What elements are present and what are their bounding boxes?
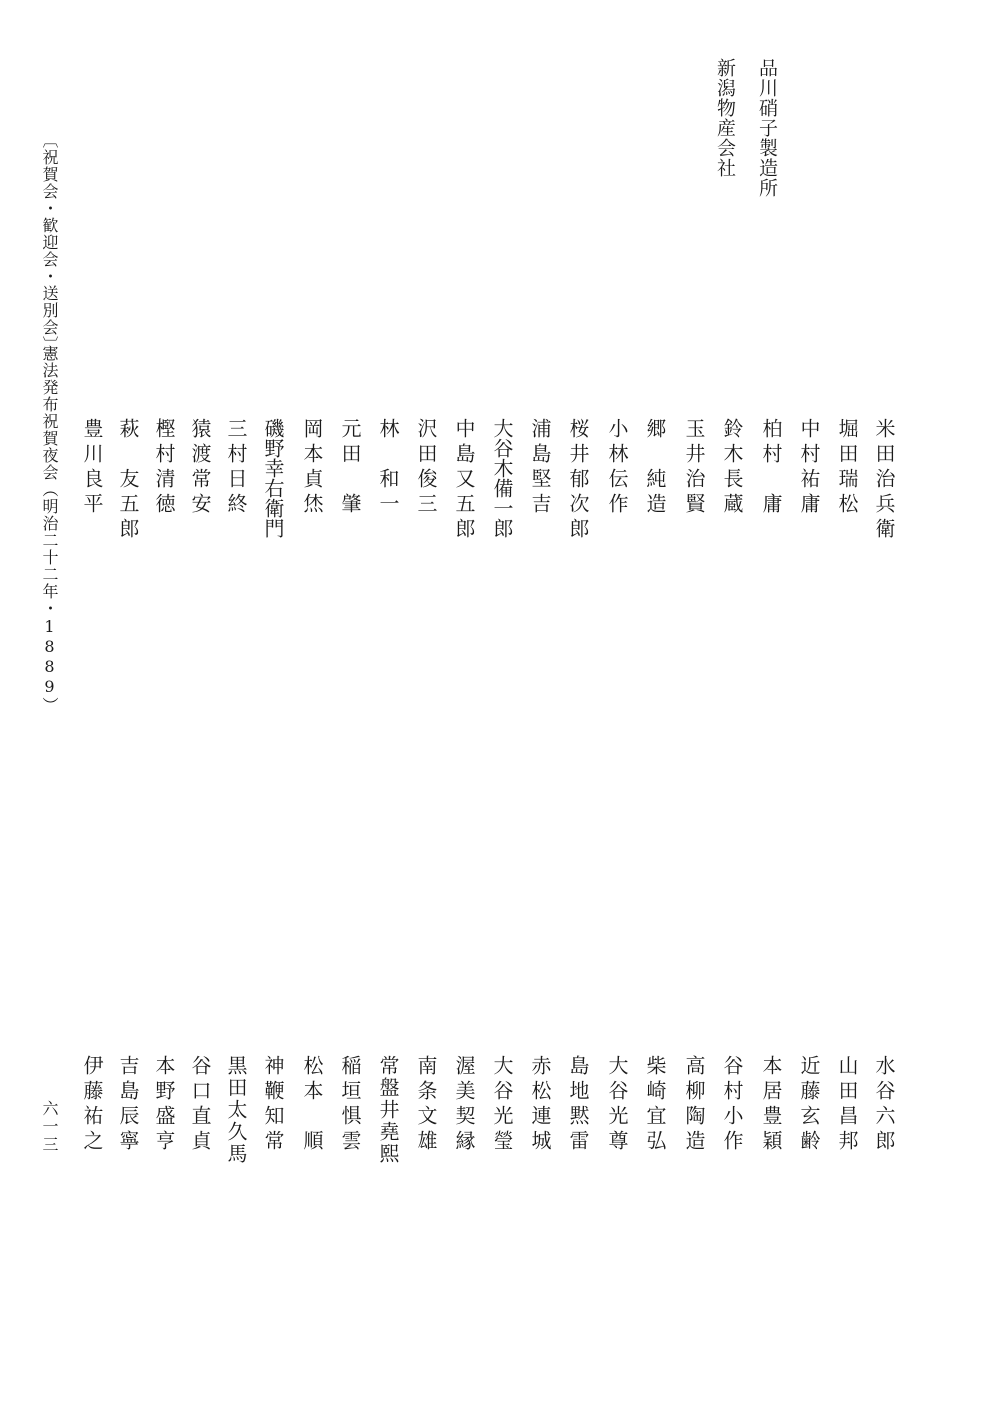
running-head-category: 〔祝賀会・歓迎会・送別会〕 — [40, 132, 59, 353]
name-entry: 堀田瑞松 — [835, 418, 859, 518]
name-entry: 山田昌邦 — [835, 1055, 859, 1155]
name-entry: 島地黙雷 — [566, 1055, 590, 1155]
name-entry: 渥美契縁 — [452, 1055, 476, 1155]
name-entry: 松本 順 — [300, 1055, 324, 1155]
name-entry: 吉島辰寧 — [116, 1055, 140, 1155]
name-entry: 本居豊穎 — [759, 1055, 783, 1155]
name-entry: 玉井治賢 — [682, 418, 706, 518]
name-entry: 大谷木備一郎 — [490, 418, 514, 538]
name-entry: 磯野幸右衛門 — [261, 418, 285, 538]
name-entry: 谷村小作 — [720, 1055, 744, 1155]
name-entry: 黒田太久馬 — [224, 1055, 248, 1165]
entry-company-2: 新潟物産会社 — [714, 58, 736, 178]
name-entry: 郷 純造 — [643, 418, 667, 518]
name-entry: 樫村清徳 — [152, 418, 176, 518]
name-entry: 大谷光瑩 — [490, 1055, 514, 1155]
name-entry: 岡本貞烋 — [300, 418, 324, 518]
name-entry: 米田治兵衛 — [872, 418, 896, 543]
name-entry: 柏村 庸 — [759, 418, 783, 518]
name-entry: 近藤玄齢 — [797, 1055, 821, 1155]
name-entry: 赤松連城 — [528, 1055, 552, 1155]
name-entry: 本野盛亨 — [152, 1055, 176, 1155]
name-entry: 三村日終 — [224, 418, 248, 518]
name-entry: 萩 友五郎 — [116, 418, 140, 543]
name-entry: 南条文雄 — [414, 1055, 438, 1155]
name-entry: 豊川良平 — [80, 418, 104, 518]
name-entry: 小林伝作 — [605, 418, 629, 518]
name-entry: 猿渡常安 — [188, 418, 212, 518]
name-entry: 高柳陶造 — [682, 1055, 706, 1155]
entry-company-1: 品川硝子製造所 — [756, 58, 778, 198]
name-entry: 大谷光尊 — [605, 1055, 629, 1155]
name-entry: 沢田俊三 — [414, 418, 438, 518]
name-entry: 中島又五郎 — [452, 418, 476, 543]
name-entry: 鈴木長蔵 — [720, 418, 744, 518]
name-entry: 谷口直貞 — [188, 1055, 212, 1155]
name-entry: 元田 肇 — [338, 418, 362, 518]
name-entry: 林 和一 — [376, 418, 400, 518]
name-entry: 稲垣惧雲 — [338, 1055, 362, 1155]
name-entry: 中村祐庸 — [797, 418, 821, 518]
name-entry: 浦島堅吉 — [528, 418, 552, 518]
running-head-title: 憲法発布祝賀夜会（明治二十二年・1889） — [40, 345, 59, 714]
name-entry: 水谷六郎 — [872, 1055, 896, 1155]
name-entry: 桜井郁次郎 — [566, 418, 590, 543]
page-number: 六一三 — [40, 1100, 59, 1154]
name-entry: 常盤井堯熙 — [376, 1055, 400, 1165]
name-entry: 神鞭知常 — [261, 1055, 285, 1155]
name-entry: 伊藤祐之 — [80, 1055, 104, 1155]
name-entry: 柴崎宜弘 — [643, 1055, 667, 1155]
